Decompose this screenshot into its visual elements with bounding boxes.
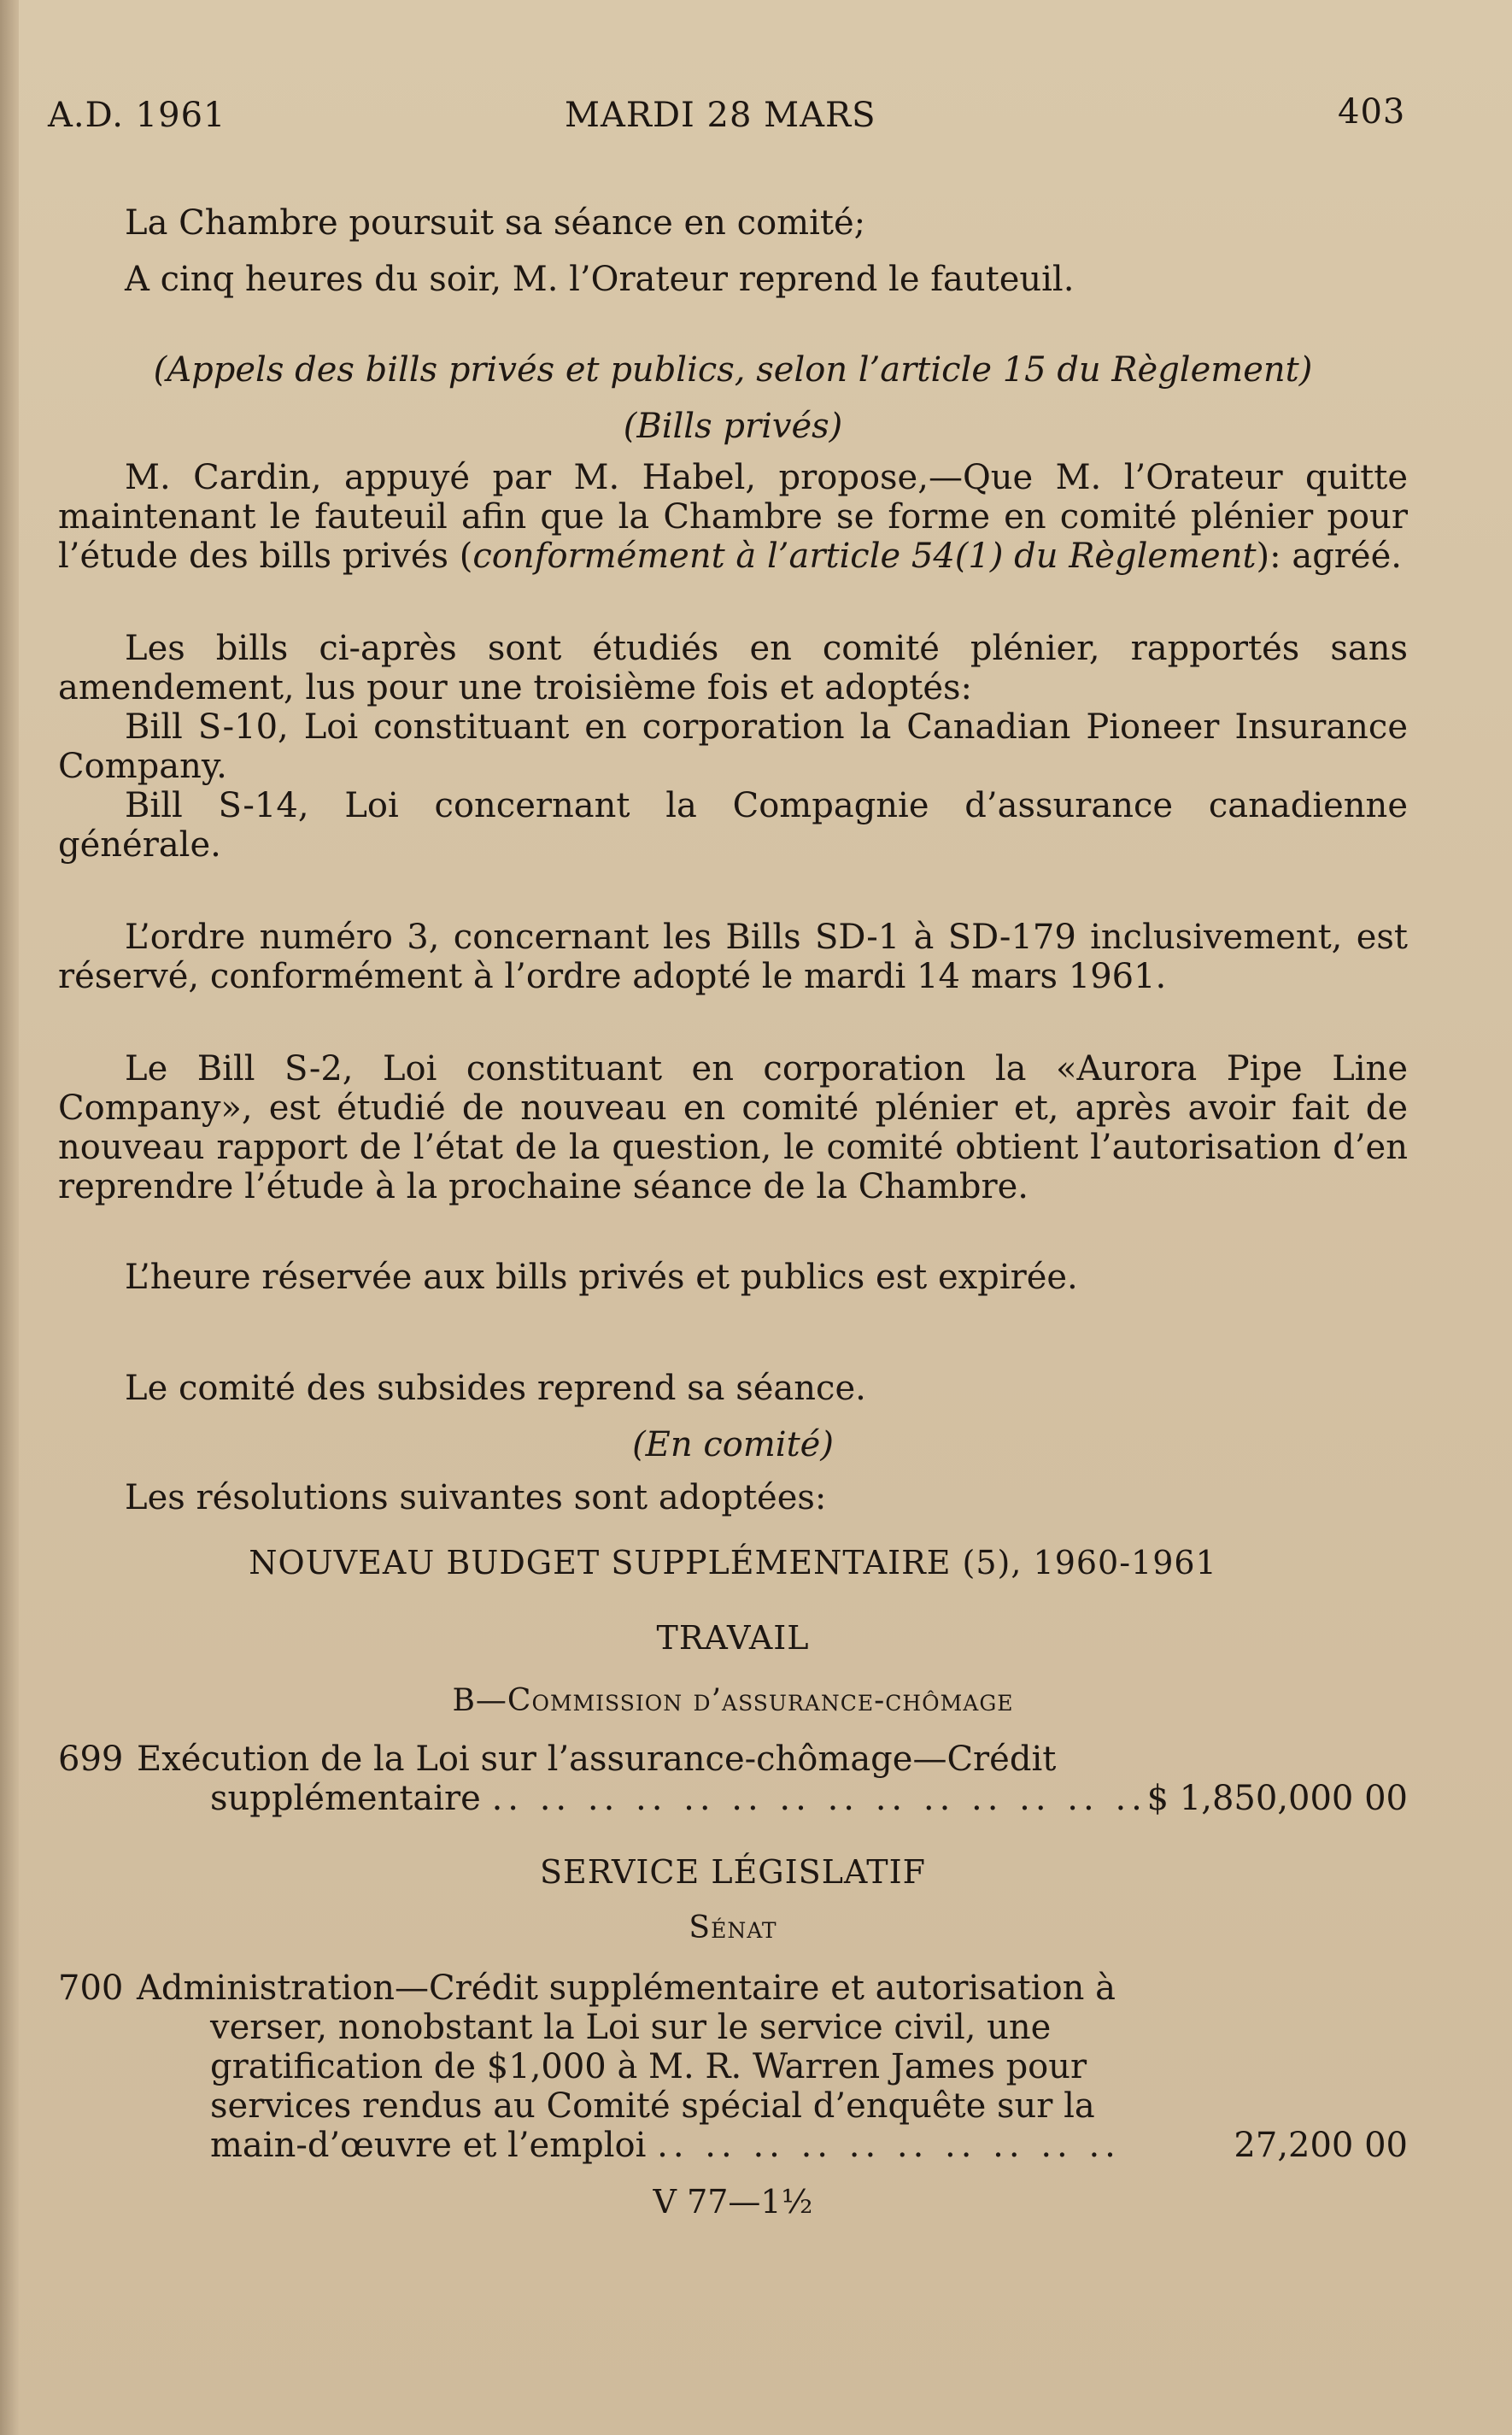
item-line-text: supplémentaire: [210, 1779, 481, 1818]
budget-section-labour: TRAVAIL: [656, 1619, 810, 1657]
item-line: Exécution de la Loi sur l’assurance-chômage—Crédit: [137, 1740, 1057, 1779]
paragraph-1: La Chambre poursuit sa séance en comité;: [125, 203, 866, 243]
bill-s14: Bill S-14, Loi concernant la Compagnie d’assurance canadienne générale.: [58, 786, 1408, 865]
motion-reference: conformément à l’article 54(1) du Règlement: [472, 537, 1257, 576]
motion-text: M. Cardin, appuyé par M. Habel, propose,—Que M. l’Orateur quitte maintenant le fauteuil afin que la Chambre se forme en comité plénier pour l’étude des bills privés (: [58, 458, 1408, 576]
motion-agreed: ): agréé.: [1256, 537, 1402, 576]
paragraph-resolutions: Les résolutions suivantes sont adoptées:: [125, 1478, 827, 1517]
page-header: [48, 92, 1512, 147]
budget-title: NOUVEAU BUDGET SUPPLÉMENTAIRE (5), 1960-1961: [249, 1544, 1217, 1581]
budget-section-legislative: SERVICE LÉGISLATIF: [539, 1853, 927, 1891]
paragraph-hour-expired: L’heure réservée aux bills privés et publics est expirée.: [125, 1258, 1078, 1297]
header-year: A.D. 1961: [48, 96, 226, 135]
budget-subsection-senate: Sénat: [689, 1910, 777, 1945]
paragraph-order-3: L’ordre numéro 3, concernant les Bills SD-1 à SD-179 inclusivement, est réservé, conformément à l’ordre adopté le mardi 14 mars 1961.: [58, 918, 1408, 996]
bill-s10: Bill S-10, Loi constituant en corporation la Canadian Pioneer Insurance Company.: [58, 707, 1408, 786]
page-number: 403: [1338, 92, 1406, 132]
item-line: [137, 2126, 1230, 2165]
item-line: verser, nonobstant la Loi sur le service civil, une: [210, 2008, 1052, 2047]
paragraph-2: A cinq heures du soir, M. l’Orateur reprend le fauteuil.: [125, 260, 1075, 299]
paragraph-supply-committee: Le comité des subsides reprend sa séance.: [125, 1369, 866, 1408]
item-line: gratification de $1,000 à M. R. Warren James pour: [210, 2047, 1087, 2086]
item-line: services rendus au Comité spécial d’enquête sur la: [210, 2086, 1095, 2126]
budget-subsection-uic: B—Commission d’assurance-chômage: [452, 1683, 1014, 1718]
item-amount: 27,200 00: [1234, 2126, 1408, 2165]
leader-dots: .. .. .. .. .. .. .. .. .. ..: [657, 2126, 1121, 2165]
item-number: 699: [58, 1740, 124, 1779]
page-body: [58, 188, 1408, 2221]
footer-signature: V 77—1½: [653, 2183, 813, 2221]
paragraph-motion: [58, 458, 1408, 576]
header-date: MARDI 28 MARS: [565, 96, 876, 135]
item-number: 700: [58, 1969, 124, 2008]
section-heading-private-bills: (Bills privés): [623, 407, 843, 446]
item-description: [137, 1969, 1230, 2165]
leader-dots: .. .. .. .. .. .. .. .. .. .. .. .. .. ..: [491, 1779, 1147, 1818]
heading-in-committee: (En comité): [632, 1425, 834, 1464]
item-description: [137, 1740, 1230, 1818]
item-line: Administration—Crédit supplémentaire et autorisation à: [137, 1969, 1116, 2008]
paragraph-bills-studied: Les bills ci-après sont étudiés en comité plénier, rapportés sans amendement, lus pour une troisième fois et adoptés:: [58, 629, 1408, 707]
budget-item-699: [58, 1740, 1408, 1818]
item-line: [137, 1779, 1230, 1818]
section-heading-calls: (Appels des bills privés et publics, selon l’article 15 du Règlement): [153, 350, 1313, 390]
paragraph-bill-s2: Le Bill S-2, Loi constituant en corporation la «Aurora Pipe Line Company», est étudié de nouveau en comité plénier et, après avoir fait de nouveau rapport de l’état de la question, le comité obtient l’autorisation d’en reprendre l’étude à la prochaine séance de la Chambre.: [58, 1049, 1408, 1206]
item-line-text: main-d’œuvre et l’emploi: [210, 2126, 647, 2165]
page-spine-shadow: [0, 0, 19, 2435]
budget-item-700: [58, 1969, 1408, 2165]
item-amount: $ 1,850,000 00: [1146, 1779, 1408, 1818]
